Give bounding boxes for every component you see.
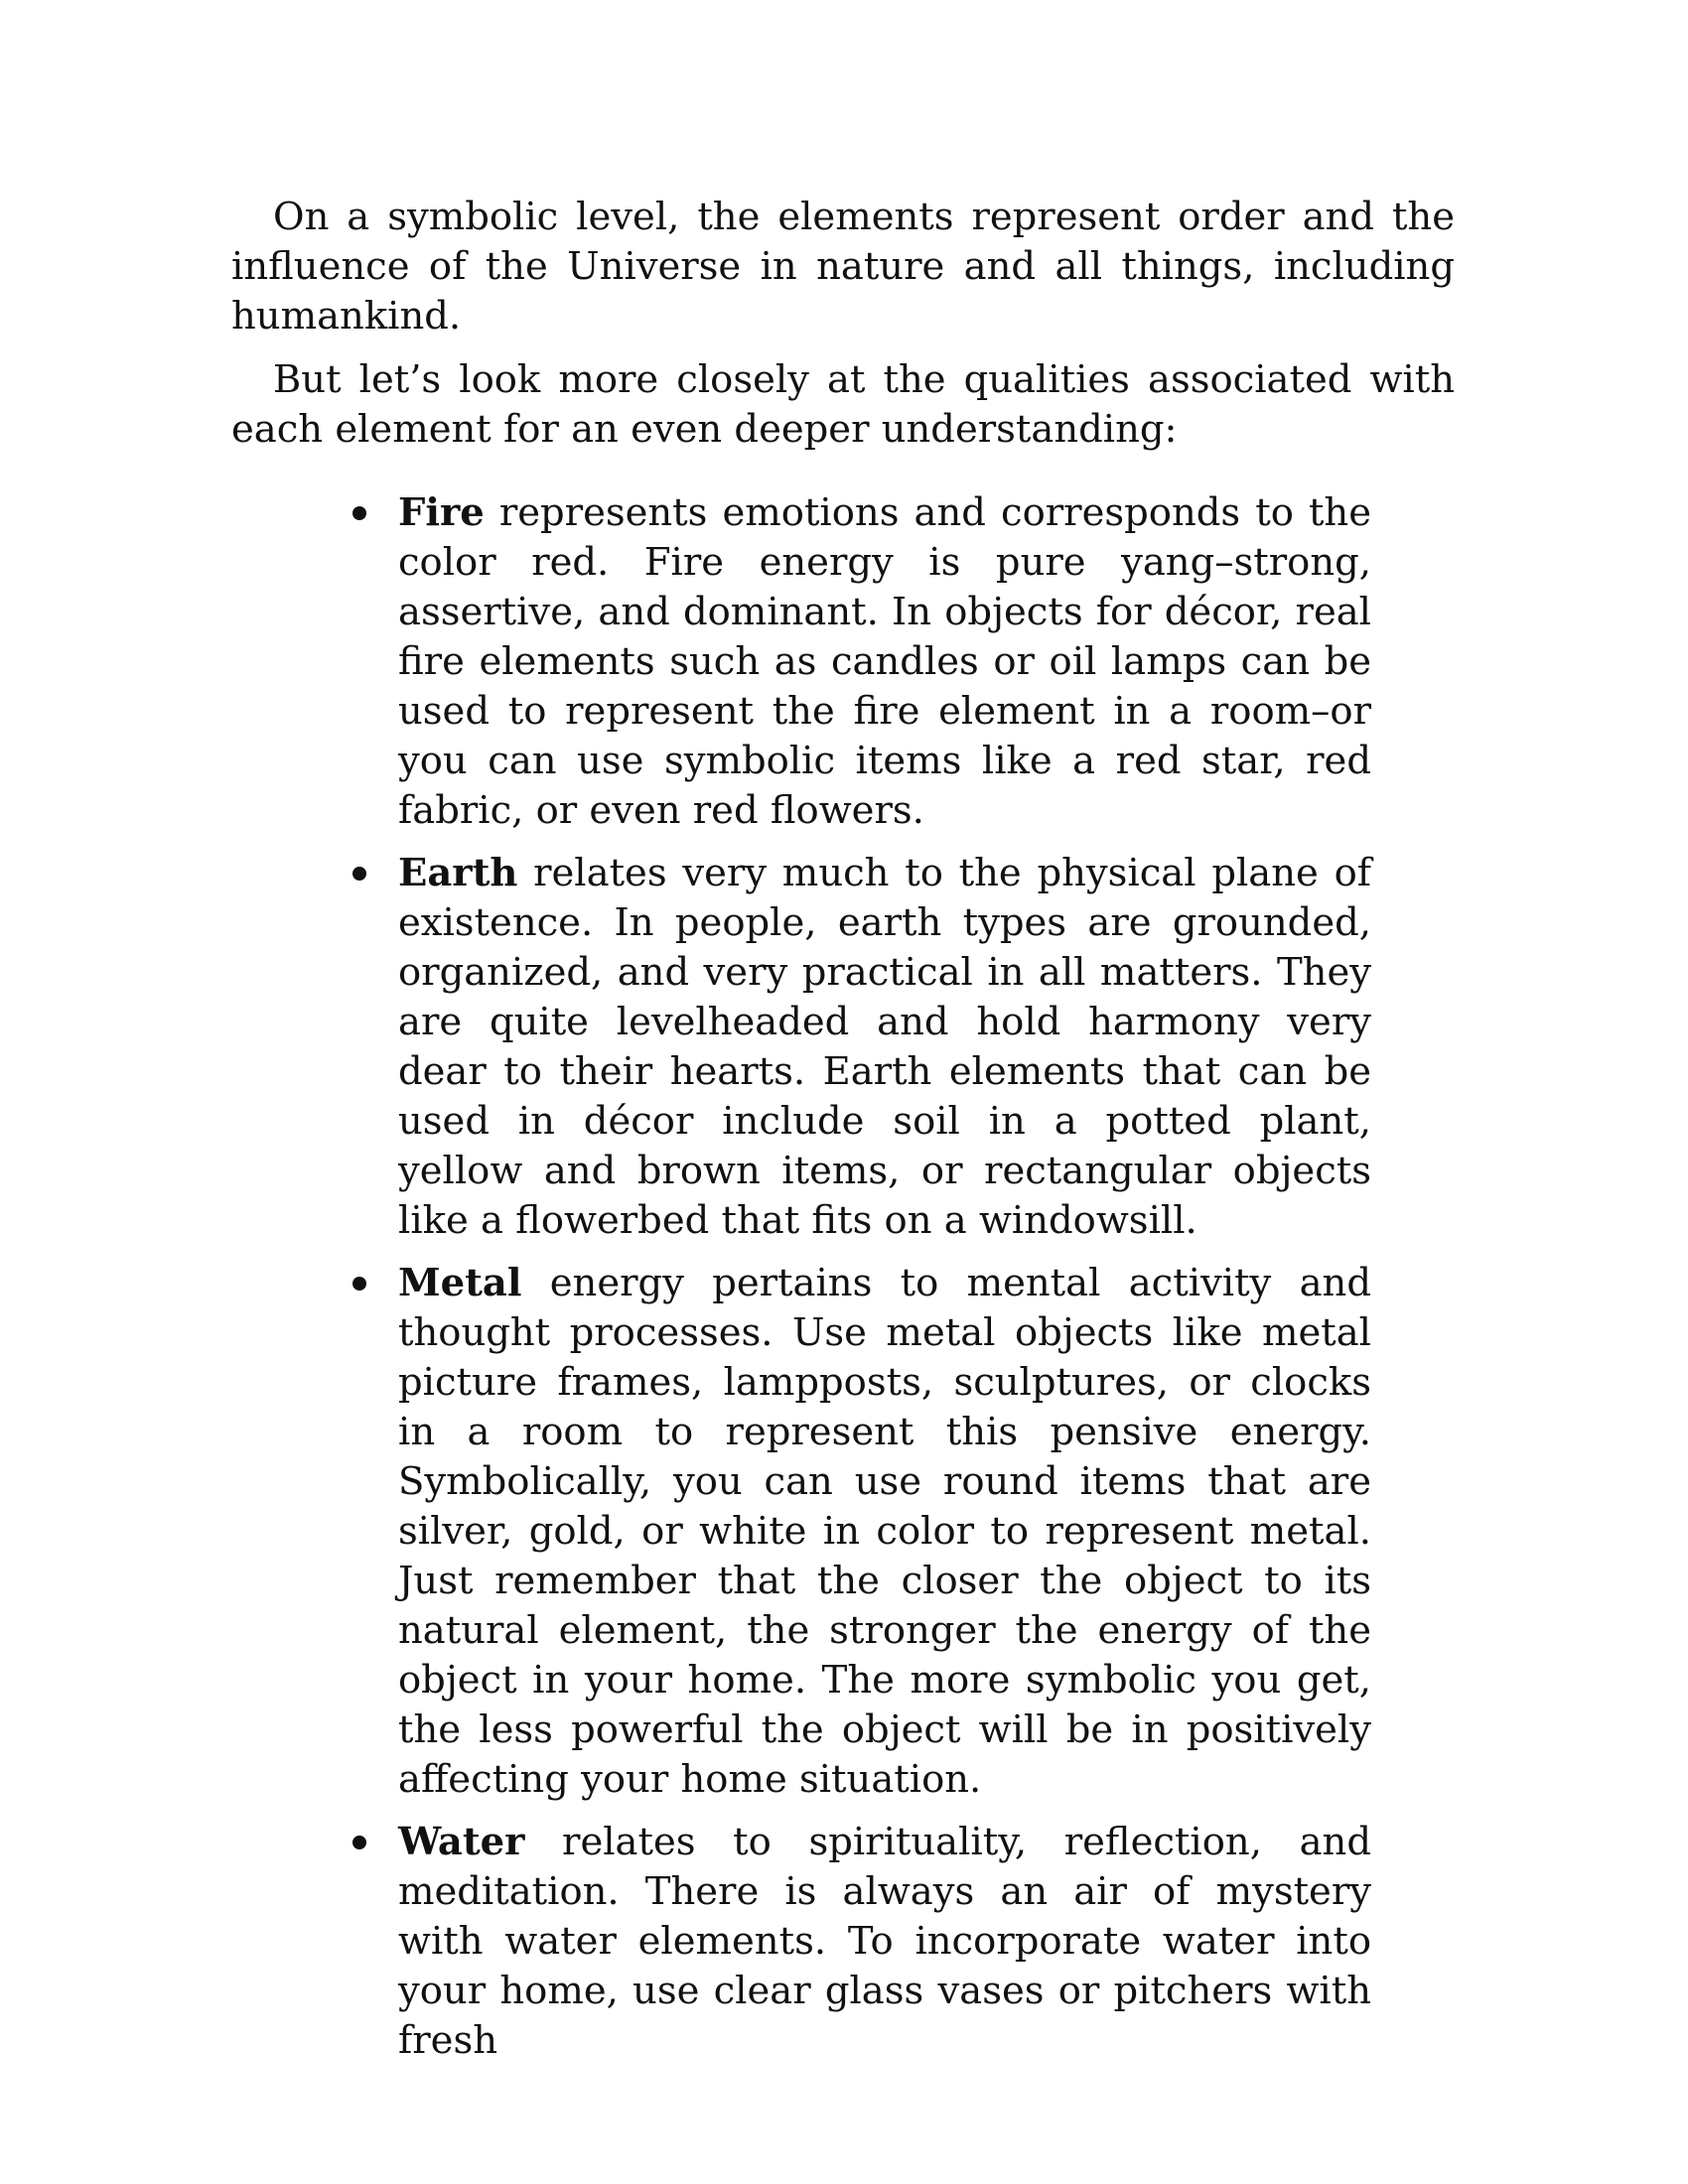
element-description: relates very much to the physical plane of existence. In people, earth types are grounded, organized, and very practical in all matters. They are quite levelheaded and hold harmony very dear to their hearts. Earth elements that can be used in décor include soil in a potted plant, yellow and brown items, or rectangular objects like a flowerbed that fits on a windowsill. — [398, 851, 1371, 1243]
element-description: represents emotions and corresponds to the color red. Fire energy is pure yang–strong, assertive, and dominant. In objects for décor, real fire elements such as candles or oil lamps can be used to represent the fire element in a room–or you can use symbolic items like a red star, red fabric, or even red flowers. — [398, 490, 1371, 833]
list-item-fire — [398, 488, 1371, 836]
bullet-icon — [352, 867, 366, 881]
paragraph-qualities-intro: But let’s look more closely at the qualities associated with each element for an even deeper understanding: — [231, 357, 1455, 452]
bullet-icon — [352, 1277, 366, 1291]
page-body — [231, 193, 1455, 2079]
paragraph-symbolic-level: On a symbolic level, the elements represent order and the influence of the Universe in nature and all things, including humankind. — [231, 195, 1455, 339]
elements-list — [231, 488, 1455, 2066]
element-term: Fire — [398, 490, 485, 535]
list-item-water — [398, 1818, 1371, 2066]
list-item-earth — [398, 849, 1371, 1246]
element-term: Earth — [398, 851, 518, 895]
list-item-metal — [398, 1259, 1371, 1805]
element-term: Metal — [398, 1261, 522, 1305]
element-description: relates to spirituality, reflection, and meditation. There is always an air of mystery with water elements. To incorporate water into your home, use clear glass vases or pitchers with fresh — [398, 1820, 1371, 2063]
element-description: energy pertains to mental activity and thought processes. Use metal objects like metal picture frames, lampposts, sculptures, or clocks in a room to represent this pensive energy. Symbolically, you can use round items that are silver, gold, or white in color to represent metal. Just remember that the closer the object to its natural element, the stronger the energy of the object in your home. The more symbolic you get, the less powerful the object will be in positively affecting your home situation. — [398, 1261, 1371, 1802]
element-term: Water — [398, 1820, 525, 1864]
bullet-icon — [352, 1836, 366, 1849]
bullet-icon — [352, 506, 366, 520]
